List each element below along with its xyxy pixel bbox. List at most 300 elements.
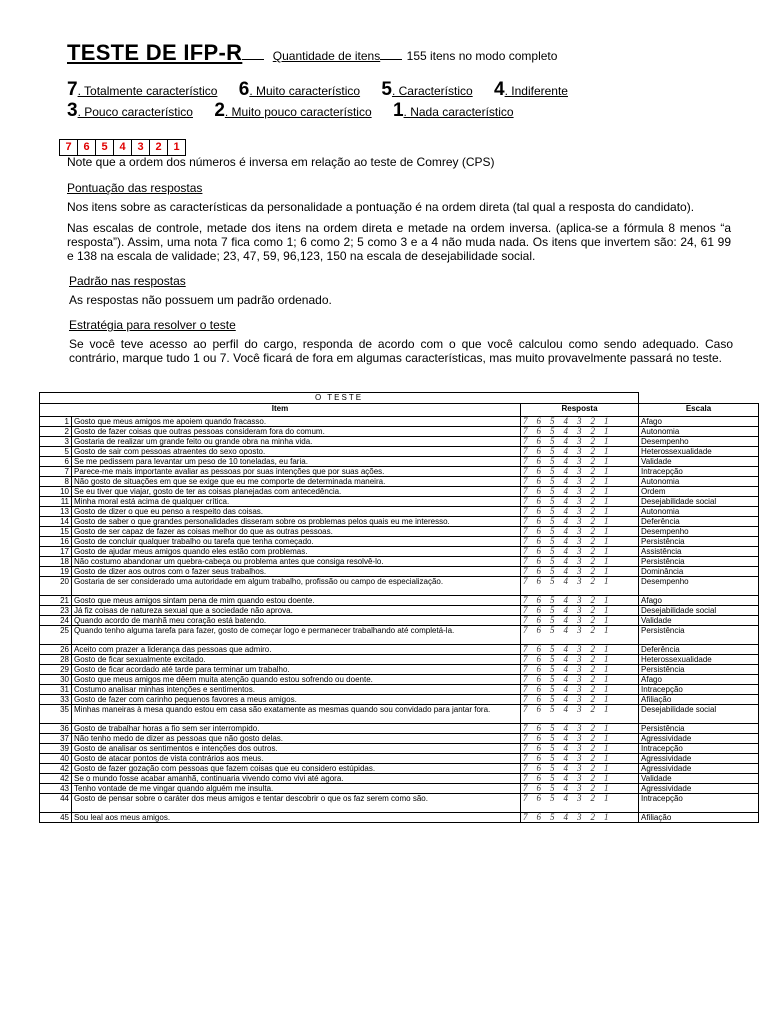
answer-option[interactable]: 7: [523, 556, 528, 566]
answer-option[interactable]: 5: [550, 615, 555, 625]
answer-option[interactable]: 7: [523, 763, 528, 773]
answer-option[interactable]: 1: [604, 783, 609, 793]
answer-option[interactable]: 2: [590, 615, 595, 625]
answer-option[interactable]: 2: [590, 674, 595, 684]
answer-option[interactable]: 2: [590, 625, 595, 635]
answer-option[interactable]: 5: [550, 496, 555, 506]
answer-option[interactable]: 7: [523, 793, 528, 803]
answer-option[interactable]: 7: [523, 516, 528, 526]
answer-option[interactable]: 2: [590, 466, 595, 476]
answer-option[interactable]: 5: [550, 644, 555, 654]
item-scale: Afiliação: [639, 813, 759, 823]
answer-option[interactable]: 5: [550, 654, 555, 664]
answer-option[interactable]: 2: [590, 654, 595, 664]
answer-option[interactable]: 2: [590, 753, 595, 763]
answer-option[interactable]: 7: [523, 426, 528, 436]
answer-option[interactable]: 1: [604, 506, 609, 516]
answer-option[interactable]: 6: [536, 576, 541, 586]
answer-option[interactable]: 1: [604, 576, 609, 586]
answer-option[interactable]: 3: [577, 664, 582, 674]
answer-option[interactable]: 5: [550, 576, 555, 586]
answer-option[interactable]: 4: [563, 654, 568, 664]
answer-option[interactable]: 7: [523, 783, 528, 793]
answer-option[interactable]: 5: [550, 595, 555, 605]
answer-option[interactable]: 4: [563, 526, 568, 536]
table-row: [40, 764, 759, 774]
answer-option[interactable]: 4: [563, 664, 568, 674]
answer-options: [521, 665, 639, 675]
answer-option[interactable]: 1: [604, 674, 609, 684]
answer-option[interactable]: 5: [550, 733, 555, 743]
answer-option[interactable]: 3: [577, 625, 582, 635]
answer-option[interactable]: 4: [563, 446, 568, 456]
answer-option[interactable]: 3: [577, 486, 582, 496]
answer-option[interactable]: 6: [536, 783, 541, 793]
answer-option[interactable]: 4: [563, 486, 568, 496]
answer-option[interactable]: 3: [577, 476, 582, 486]
answer-option[interactable]: 3: [577, 783, 582, 793]
answer-option[interactable]: 7: [523, 466, 528, 476]
answer-option[interactable]: 2: [590, 546, 595, 556]
answer-option[interactable]: 4: [563, 644, 568, 654]
answer-option[interactable]: 4: [563, 763, 568, 773]
answer-option[interactable]: 1: [604, 773, 609, 783]
answer-option[interactable]: 4: [563, 536, 568, 546]
answer-option[interactable]: 2: [590, 566, 595, 576]
answer-option[interactable]: 7: [523, 595, 528, 605]
answer-option[interactable]: 1: [604, 605, 609, 615]
answer-option[interactable]: 5: [550, 704, 555, 714]
answer-option[interactable]: 3: [577, 526, 582, 536]
answer-option[interactable]: 2: [590, 595, 595, 605]
answer-option[interactable]: 7: [523, 674, 528, 684]
answer-option[interactable]: 7: [523, 723, 528, 733]
item-scale: Validade: [639, 616, 759, 626]
answer-option[interactable]: 4: [563, 684, 568, 694]
answer-option[interactable]: 2: [590, 605, 595, 615]
answer-option[interactable]: 4: [563, 566, 568, 576]
answer-option[interactable]: 3: [577, 793, 582, 803]
answer-option[interactable]: 7: [523, 684, 528, 694]
item-number: 39: [40, 744, 72, 754]
answer-option[interactable]: 4: [563, 496, 568, 506]
answer-option[interactable]: 5: [550, 476, 555, 486]
answer-option[interactable]: 1: [604, 743, 609, 753]
answer-option[interactable]: 4: [563, 546, 568, 556]
answer-option[interactable]: 2: [590, 426, 595, 436]
answer-option[interactable]: 7: [523, 506, 528, 516]
answer-option[interactable]: 3: [577, 595, 582, 605]
answer-option[interactable]: 6: [536, 812, 541, 822]
answer-option[interactable]: 2: [590, 486, 595, 496]
answer-option[interactable]: 1: [604, 416, 609, 426]
answer-option[interactable]: 5: [550, 763, 555, 773]
answer-option[interactable]: 2: [590, 496, 595, 506]
answer-option[interactable]: 2: [590, 456, 595, 466]
answer-option[interactable]: 6: [536, 436, 541, 446]
answer-option[interactable]: 7: [523, 733, 528, 743]
answer-option[interactable]: 1: [604, 526, 609, 536]
answer-option[interactable]: 5: [550, 416, 555, 426]
answer-option[interactable]: 2: [590, 476, 595, 486]
answer-option[interactable]: 7: [523, 526, 528, 536]
answer-option[interactable]: 1: [604, 625, 609, 635]
answer-option[interactable]: 6: [536, 536, 541, 546]
answer-option[interactable]: 5: [550, 436, 555, 446]
answer-option[interactable]: 1: [604, 556, 609, 566]
item-number: 19: [40, 567, 72, 577]
answer-option[interactable]: 3: [577, 605, 582, 615]
answer-options: [521, 437, 639, 447]
answer-option[interactable]: 3: [577, 466, 582, 476]
answer-option[interactable]: 3: [577, 496, 582, 506]
item-number: 44: [40, 794, 72, 813]
answer-option[interactable]: 5: [550, 546, 555, 556]
answer-options: [521, 547, 639, 557]
answer-option[interactable]: 1: [604, 446, 609, 456]
answer-options: [521, 675, 639, 685]
answer-option[interactable]: 5: [550, 516, 555, 526]
answer-option[interactable]: 4: [563, 674, 568, 684]
answer-option[interactable]: 6: [536, 615, 541, 625]
scoring-paragraph-2: Nas escalas de controle, metade dos itens na ordem direta e metade na ordem inversa. (aplica-se a fórmula 8 menos “a resposta”). Assim, uma nota 7 fica como 1; 6 como 2; 5 como 3 e a 4 não muda nada. Os itens que invertem são: 24, 61 99 e 138 na escala de validade; 23, 47, 59, 96,123, 150 na escala de desejabilidade social.: [67, 221, 731, 263]
item-scale: Desempenho: [639, 527, 759, 537]
answer-option[interactable]: 7: [523, 546, 528, 556]
answer-option[interactable]: 3: [577, 812, 582, 822]
answer-option[interactable]: 3: [577, 684, 582, 694]
answer-option[interactable]: 3: [577, 446, 582, 456]
answer-option[interactable]: 6: [536, 733, 541, 743]
answer-option[interactable]: 7: [523, 625, 528, 635]
table-row: [40, 547, 759, 557]
answer-option[interactable]: 6: [536, 773, 541, 783]
answer-option[interactable]: 6: [536, 466, 541, 476]
answer-option[interactable]: 6: [536, 506, 541, 516]
answer-option[interactable]: 1: [604, 476, 609, 486]
answer-option[interactable]: 3: [577, 556, 582, 566]
item-scale: Ordem: [639, 487, 759, 497]
answer-option[interactable]: 5: [550, 456, 555, 466]
answer-option[interactable]: 3: [577, 416, 582, 426]
table-row: [40, 427, 759, 437]
answer-option[interactable]: 1: [604, 426, 609, 436]
answer-option[interactable]: 1: [604, 566, 609, 576]
answer-option[interactable]: 4: [563, 476, 568, 486]
answer-option[interactable]: 4: [563, 694, 568, 704]
answer-option[interactable]: 2: [590, 506, 595, 516]
answer-option[interactable]: 7: [523, 773, 528, 783]
answer-option[interactable]: 7: [523, 694, 528, 704]
answer-option[interactable]: 1: [604, 763, 609, 773]
answer-option[interactable]: 2: [590, 446, 595, 456]
answer-option[interactable]: 4: [563, 704, 568, 714]
answer-option[interactable]: 1: [604, 456, 609, 466]
answer-option[interactable]: 2: [590, 743, 595, 753]
answer-options: [521, 626, 639, 645]
answer-option[interactable]: 6: [536, 456, 541, 466]
answer-option[interactable]: 7: [523, 664, 528, 674]
answer-option[interactable]: 5: [550, 625, 555, 635]
item-text: Gosto de analisar os sentimentos e intenções dos outros.: [72, 744, 521, 754]
answer-option[interactable]: 5: [550, 753, 555, 763]
answer-option[interactable]: 6: [536, 674, 541, 684]
answer-option[interactable]: 1: [604, 664, 609, 674]
item-scale: Validade: [639, 457, 759, 467]
item-scale: Desejabilidade social: [639, 606, 759, 616]
answer-option[interactable]: 3: [577, 546, 582, 556]
answer-option[interactable]: 6: [536, 476, 541, 486]
answer-option[interactable]: 3: [577, 694, 582, 704]
answer-option[interactable]: 3: [577, 516, 582, 526]
answer-option[interactable]: 7: [523, 476, 528, 486]
answer-option[interactable]: 5: [550, 566, 555, 576]
answer-option[interactable]: 4: [563, 595, 568, 605]
answer-option[interactable]: 5: [550, 536, 555, 546]
answer-option[interactable]: 2: [590, 436, 595, 446]
answer-option[interactable]: 5: [550, 605, 555, 615]
answer-option[interactable]: 4: [563, 812, 568, 822]
answer-option[interactable]: 6: [536, 496, 541, 506]
item-scale: Agressividade: [639, 784, 759, 794]
answer-option[interactable]: 6: [536, 694, 541, 704]
answer-option[interactable]: 4: [563, 743, 568, 753]
order-box: 5: [95, 139, 114, 156]
answer-option[interactable]: 1: [604, 436, 609, 446]
answer-option[interactable]: 5: [550, 793, 555, 803]
scale-label: . Totalmente característico: [77, 84, 218, 98]
answer-option[interactable]: 6: [536, 556, 541, 566]
item-scale: Intracepção: [639, 467, 759, 477]
answer-option[interactable]: 3: [577, 506, 582, 516]
answer-option[interactable]: 5: [550, 446, 555, 456]
answer-option[interactable]: 4: [563, 516, 568, 526]
answer-option[interactable]: 2: [590, 694, 595, 704]
header-item: Item: [40, 404, 521, 417]
answer-option[interactable]: 1: [604, 595, 609, 605]
item-text: Gosto de ficar acordado até tarde para terminar um trabalho.: [72, 665, 521, 675]
answer-option[interactable]: 3: [577, 576, 582, 586]
answer-option[interactable]: 5: [550, 674, 555, 684]
answer-option[interactable]: 2: [590, 733, 595, 743]
answer-option[interactable]: 5: [550, 486, 555, 496]
answer-option[interactable]: 3: [577, 536, 582, 546]
answer-option[interactable]: 5: [550, 783, 555, 793]
answer-option[interactable]: 1: [604, 793, 609, 803]
answer-options: [521, 596, 639, 606]
answer-option[interactable]: 3: [577, 426, 582, 436]
answer-option[interactable]: 1: [604, 536, 609, 546]
answer-option[interactable]: 3: [577, 733, 582, 743]
item-scale: Autonomia: [639, 507, 759, 517]
answer-option[interactable]: 4: [563, 625, 568, 635]
answer-option[interactable]: 6: [536, 546, 541, 556]
answer-option[interactable]: 3: [577, 723, 582, 733]
answer-option[interactable]: 4: [563, 436, 568, 446]
answer-option[interactable]: 1: [604, 694, 609, 704]
answer-option[interactable]: 5: [550, 426, 555, 436]
answer-option[interactable]: 7: [523, 486, 528, 496]
table-row: [40, 537, 759, 547]
answer-option[interactable]: 6: [536, 605, 541, 615]
answer-option[interactable]: 7: [523, 812, 528, 822]
answer-option[interactable]: 6: [536, 684, 541, 694]
answer-option[interactable]: 2: [590, 704, 595, 714]
answer-option[interactable]: 3: [577, 743, 582, 753]
answer-option[interactable]: 6: [536, 566, 541, 576]
answer-option[interactable]: 5: [550, 743, 555, 753]
answer-option[interactable]: 6: [536, 426, 541, 436]
answer-option[interactable]: 1: [604, 733, 609, 743]
answer-option[interactable]: 2: [590, 416, 595, 426]
answer-option[interactable]: 2: [590, 723, 595, 733]
answer-option[interactable]: 1: [604, 644, 609, 654]
item-text: Não tenho medo de dizer as pessoas que não gosto delas.: [72, 734, 521, 744]
answer-option[interactable]: 4: [563, 416, 568, 426]
scale-number: 4: [494, 79, 505, 100]
answer-option[interactable]: 6: [536, 763, 541, 773]
item-scale: Deferência: [639, 517, 759, 527]
answer-option[interactable]: 2: [590, 664, 595, 674]
answer-option[interactable]: 1: [604, 615, 609, 625]
answer-option[interactable]: 2: [590, 763, 595, 773]
answer-option[interactable]: 3: [577, 704, 582, 714]
answer-option[interactable]: 7: [523, 644, 528, 654]
answer-option[interactable]: 6: [536, 416, 541, 426]
answer-option[interactable]: 6: [536, 486, 541, 496]
answer-option[interactable]: 7: [523, 654, 528, 664]
answer-option[interactable]: 3: [577, 456, 582, 466]
answer-option[interactable]: 4: [563, 793, 568, 803]
answer-option[interactable]: 3: [577, 753, 582, 763]
answer-option[interactable]: 7: [523, 536, 528, 546]
answer-option[interactable]: 7: [523, 743, 528, 753]
answer-option[interactable]: 4: [563, 753, 568, 763]
answer-option[interactable]: 2: [590, 793, 595, 803]
answer-option[interactable]: 5: [550, 506, 555, 516]
answer-option[interactable]: 2: [590, 576, 595, 586]
answer-option[interactable]: 1: [604, 704, 609, 714]
answer-option[interactable]: 6: [536, 704, 541, 714]
answer-option[interactable]: 6: [536, 664, 541, 674]
table-row: [40, 705, 759, 724]
answer-option[interactable]: 2: [590, 536, 595, 546]
answer-option[interactable]: 6: [536, 793, 541, 803]
answer-option[interactable]: 2: [590, 516, 595, 526]
answer-option[interactable]: 3: [577, 773, 582, 783]
table-row: [40, 754, 759, 764]
answer-option[interactable]: 3: [577, 674, 582, 684]
answer-option[interactable]: 5: [550, 694, 555, 704]
answer-option[interactable]: 4: [563, 605, 568, 615]
answer-option[interactable]: 1: [604, 654, 609, 664]
answer-option[interactable]: 6: [536, 644, 541, 654]
item-number: 24: [40, 616, 72, 626]
answer-option[interactable]: 5: [550, 556, 555, 566]
answer-option[interactable]: 7: [523, 496, 528, 506]
answer-option[interactable]: 6: [536, 723, 541, 733]
answer-option[interactable]: 3: [577, 763, 582, 773]
answer-option[interactable]: 7: [523, 605, 528, 615]
answer-option[interactable]: 5: [550, 466, 555, 476]
answer-option[interactable]: 4: [563, 733, 568, 743]
answer-option[interactable]: 1: [604, 812, 609, 822]
answer-option[interactable]: 6: [536, 625, 541, 635]
answer-option[interactable]: 1: [604, 486, 609, 496]
answer-option[interactable]: 1: [604, 753, 609, 763]
answer-options: [521, 695, 639, 705]
answer-option[interactable]: 4: [563, 556, 568, 566]
answer-option[interactable]: 1: [604, 684, 609, 694]
answer-options: [521, 794, 639, 813]
answer-option[interactable]: 7: [523, 615, 528, 625]
answer-option[interactable]: 3: [577, 436, 582, 446]
answer-option[interactable]: 6: [536, 516, 541, 526]
answer-option[interactable]: 3: [577, 654, 582, 664]
answer-option[interactable]: 4: [563, 426, 568, 436]
answer-option[interactable]: 7: [523, 416, 528, 426]
answer-option[interactable]: 2: [590, 783, 595, 793]
answer-option[interactable]: 4: [563, 506, 568, 516]
answer-option[interactable]: 1: [604, 496, 609, 506]
answer-option[interactable]: 5: [550, 526, 555, 536]
answer-option[interactable]: 2: [590, 773, 595, 783]
answer-option[interactable]: 1: [604, 723, 609, 733]
answer-option[interactable]: 4: [563, 783, 568, 793]
answer-option[interactable]: 7: [523, 446, 528, 456]
answer-option[interactable]: 2: [590, 812, 595, 822]
answer-option[interactable]: 5: [550, 773, 555, 783]
answer-option[interactable]: 3: [577, 566, 582, 576]
answer-option[interactable]: 7: [523, 753, 528, 763]
answer-option[interactable]: 6: [536, 446, 541, 456]
answer-option[interactable]: 7: [523, 566, 528, 576]
answer-option[interactable]: 7: [523, 576, 528, 586]
answer-option[interactable]: 2: [590, 526, 595, 536]
answer-option[interactable]: 6: [536, 753, 541, 763]
answer-option[interactable]: 5: [550, 723, 555, 733]
answer-option[interactable]: 1: [604, 466, 609, 476]
answer-option[interactable]: 7: [523, 704, 528, 714]
answer-option[interactable]: 3: [577, 615, 582, 625]
answer-option[interactable]: 1: [604, 516, 609, 526]
answer-option[interactable]: 6: [536, 654, 541, 664]
answer-option[interactable]: 4: [563, 466, 568, 476]
answer-option[interactable]: 4: [563, 456, 568, 466]
answer-option[interactable]: 4: [563, 615, 568, 625]
answer-option[interactable]: 6: [536, 595, 541, 605]
answer-option[interactable]: 7: [523, 456, 528, 466]
answer-option[interactable]: 2: [590, 644, 595, 654]
table-row: [40, 734, 759, 744]
item-text: Gosto de ficar sexualmente excitado.: [72, 655, 521, 665]
answer-option[interactable]: 7: [523, 436, 528, 446]
item-number: 42: [40, 774, 72, 784]
answer-option[interactable]: 2: [590, 684, 595, 694]
answer-option[interactable]: 5: [550, 812, 555, 822]
answer-option[interactable]: 4: [563, 576, 568, 586]
answer-option[interactable]: 4: [563, 773, 568, 783]
answer-option[interactable]: 3: [577, 644, 582, 654]
item-scale: Agressividade: [639, 764, 759, 774]
answer-option[interactable]: 6: [536, 743, 541, 753]
item-scale: Dominância: [639, 567, 759, 577]
answer-option[interactable]: 2: [590, 556, 595, 566]
answer-option[interactable]: 5: [550, 664, 555, 674]
answer-option[interactable]: 6: [536, 526, 541, 536]
answer-option[interactable]: 5: [550, 684, 555, 694]
answer-option[interactable]: 1: [604, 546, 609, 556]
answer-option[interactable]: 4: [563, 723, 568, 733]
